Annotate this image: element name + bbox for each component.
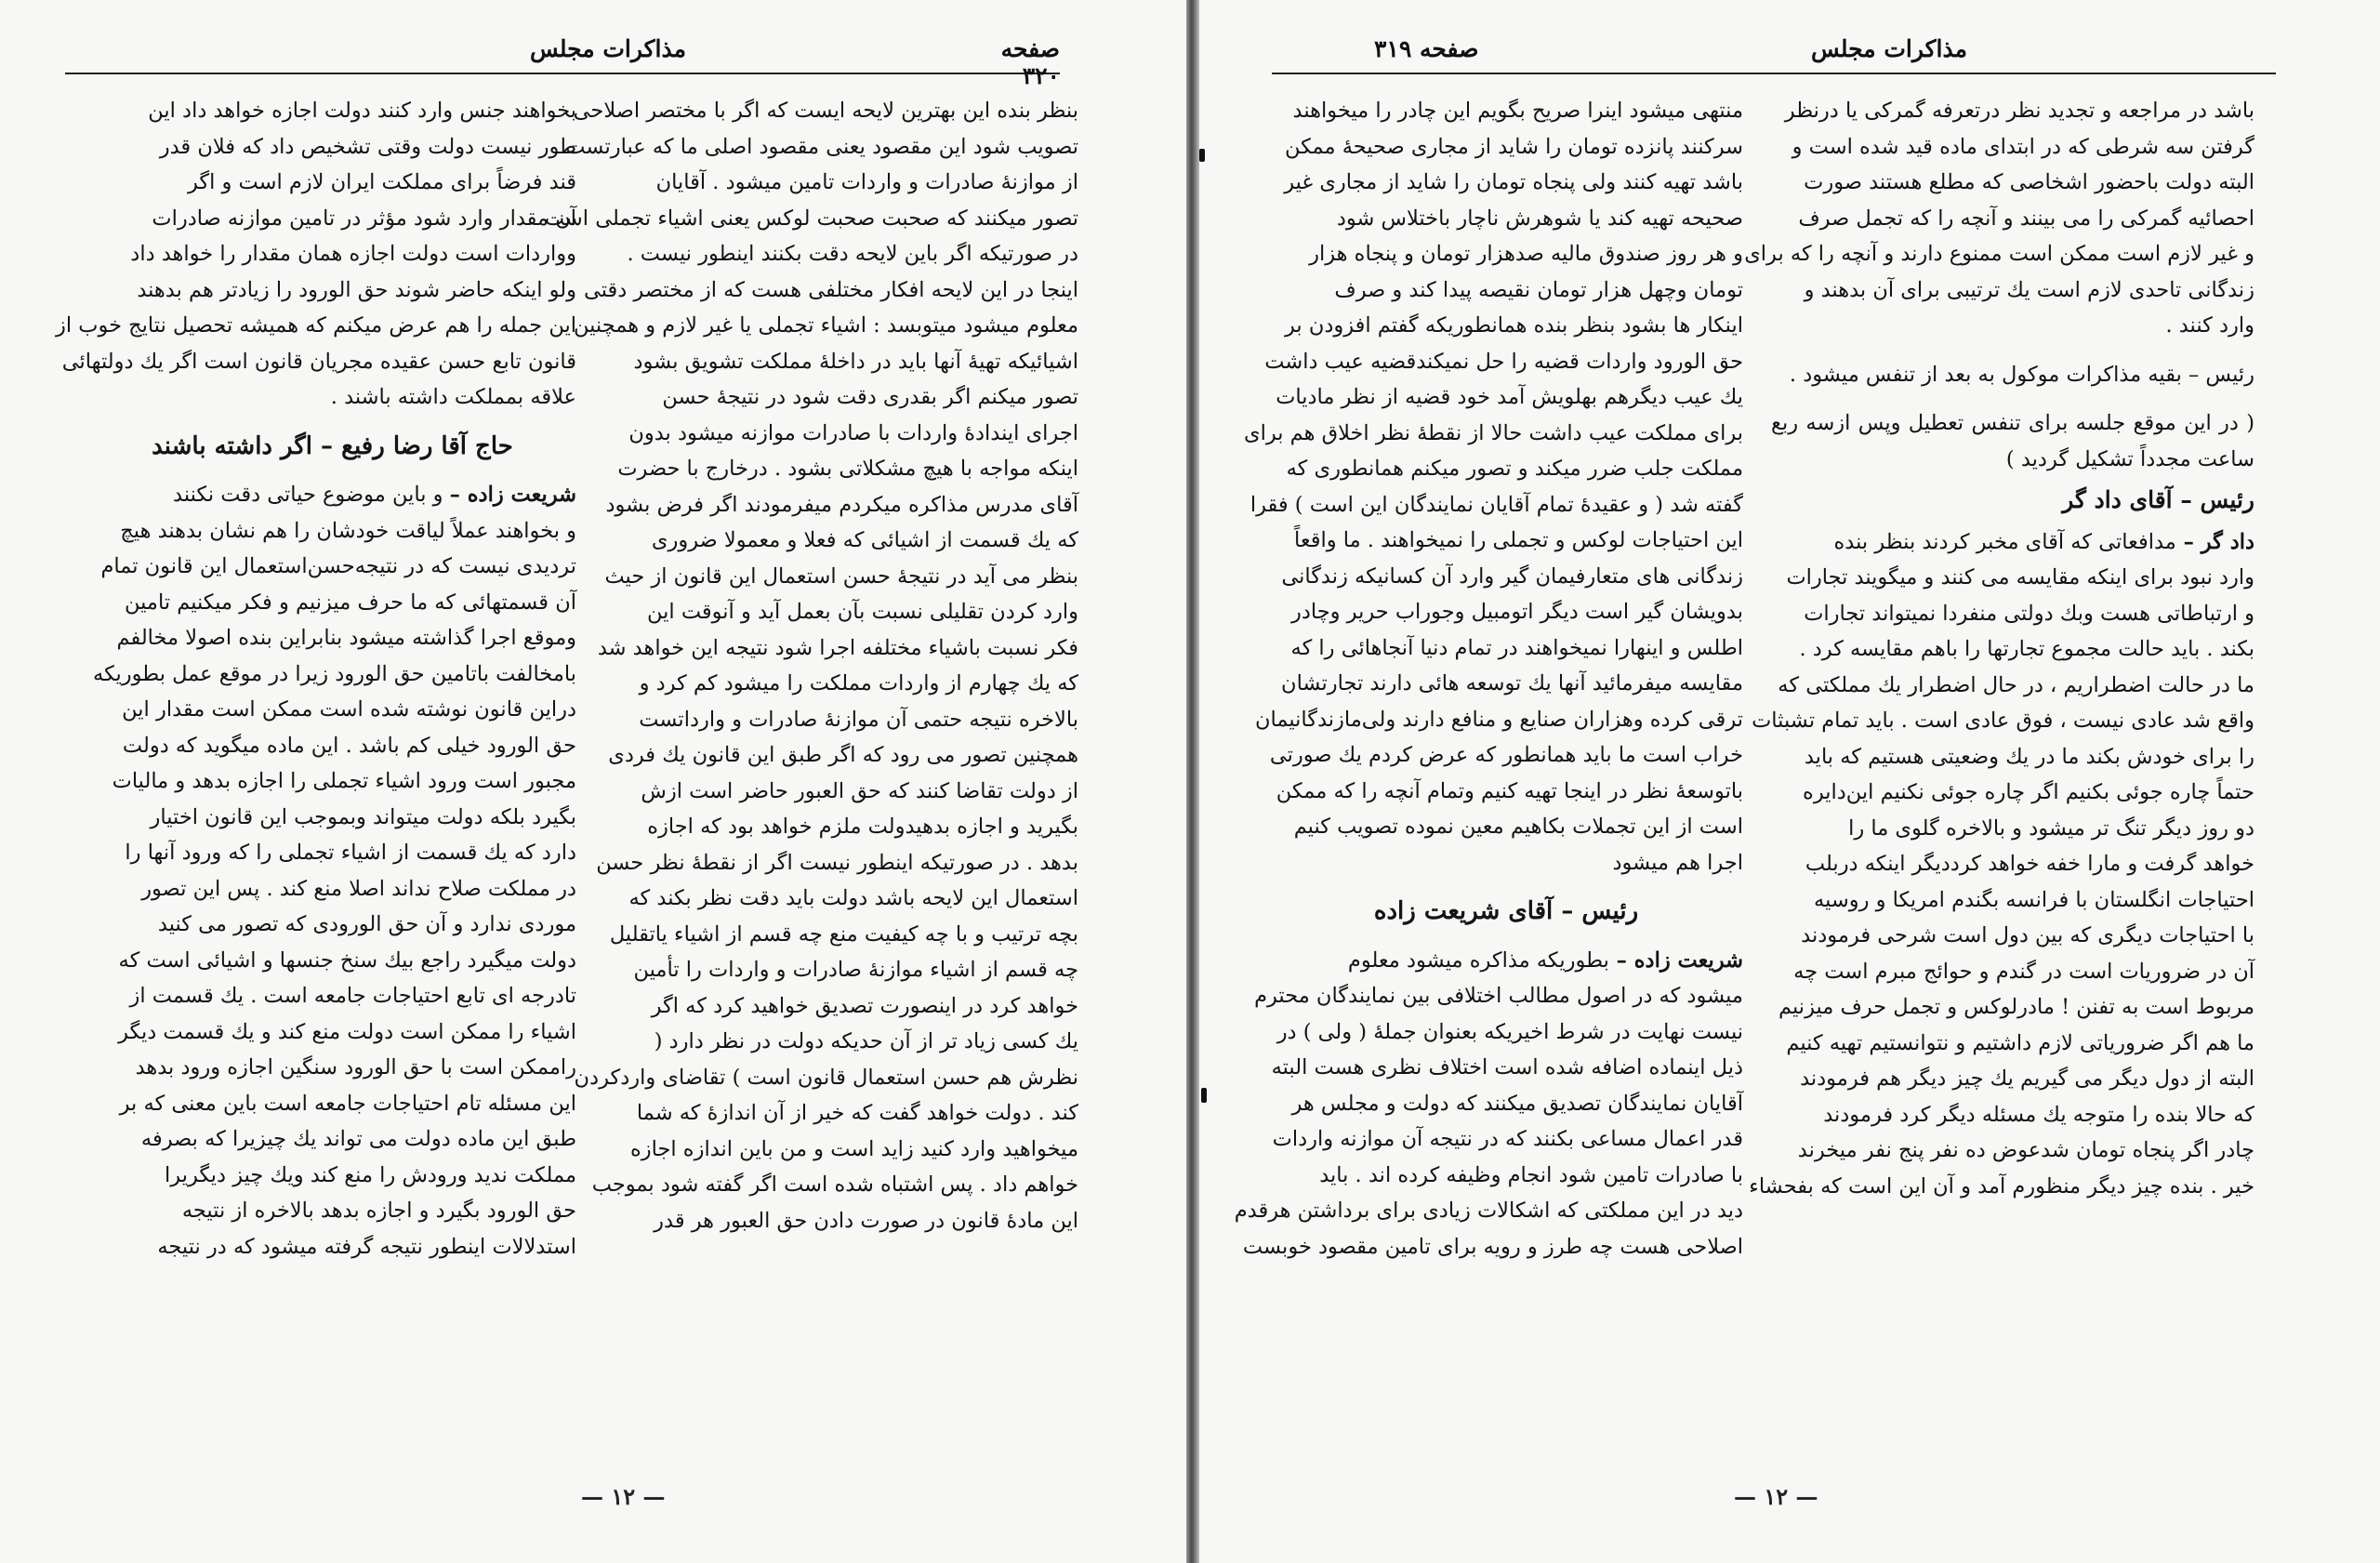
text-line: طور نیست دولت وقتی تشخیص داد که فلان قدر [159,134,576,159]
text-line: حتماً چاره جوئی بکنیم اگر چاره جوئی نکنیم این‌دایره [1803,780,2254,804]
text-line: در صورتیکه اگر باین لایحه دقت بکنند اینطور نیست . [627,242,1078,266]
left-column-top-text [56,93,576,416]
text-line: البته دولت باحضور اشخاصی که مطلع هستند صورت [1804,170,2254,194]
chair-recess: رئیس – بقیه مذاکرات موکول به بعد از تنفس میشود . [1789,362,2254,387]
text-line: مملکت ندید ورودش را منع کند ویك چیز دیگریرا [165,1162,576,1187]
text-line: بنظر می آید در نتیجهٔ حسن استعمال این قانون از حیث [604,563,1078,589]
text-line: راممکن است با حق الورود سنگین اجازه ورود بدهد [135,1055,576,1080]
text-line: بدویشان گیر است دیگر اتومبیل وجوراب حریر وچادر [1291,600,1743,624]
left-page-left-column [56,93,576,1488]
left-page-footer: — ۱۲ — [581,1483,666,1510]
text-line: و بخواهند عملاً لیاقت خودشان را هم نشان بدهند هیچ [120,518,576,543]
chair-dadgar: رئیس – آقای داد گر [2062,486,2254,513]
text-line: بچه ترتیب و با چه کیفیت منع چه قسم از اشیاء یاتقلیل [609,921,1078,947]
line-text: بطوریکه مذاکره میشود معلوم [1347,947,1609,973]
text-line: زندگانی های متعارفیمان گیر وارد آن کسانیکه زندگانی [1281,563,1743,589]
text-line: تصور میکنند که صحبت صحبت لوکس یعنی اشیاء تجملی است [544,205,1078,231]
text-line: بکند . باید حالت مجموع تجارتها را باهم مقایسه کرد . [1799,637,2254,661]
text-line: که حالا بنده را متوجه یك مسئله دیگر کرد فرمودند [1823,1102,2254,1127]
text-line: میخواهید وارد کنید زاید است و من باین اندازه اجازه [629,1136,1078,1161]
text-line: اینکار ها بشود بنظر بنده همانطوریکه گفتم افزودن بر [1285,313,1743,338]
right-page-footer: — ۱۲ — [1734,1483,1818,1510]
text-line: منتهی میشود اینرا صریح بگویم این چادر را میخواهند [1292,99,1743,123]
text-line: گفته شد ( و عقیدهٔ تمام آقایان نمایندگان این است ) فقرا [1250,492,1743,517]
text-line: است از این تجملات بکاهیم معین نموده تصویب کنیم [1293,815,1743,839]
text-line: البته از دول دیگر می گیریم یك چیز دیگر هم فرمودند [1800,1066,2254,1091]
text-line: تصور میکنم اگر بقدری دقت شود در نتیجهٔ حسن [662,385,1078,409]
text-line: و غیر لازم است ممکن است ممنوع دارند و آنچه را که برای [1744,242,2254,266]
text-line: این جمله را هم عرض میکنم که همیشه تحصیل نتایج خوب از [56,313,576,338]
text-line: بالاخره نتیجه حتمی آن موازنهٔ صادرات و وارداتست [639,707,1078,732]
left-page-right-column [544,93,1078,1488]
left-page-title: مذاکرات مجلس [530,35,687,62]
left-column-bottom-text [1234,943,1743,1265]
text-line: چه قسم از اشیاء موازنهٔ صادرات و واردات را تأمین [633,958,1078,982]
speaker-shariatzadeh-intro [88,477,576,513]
text-line: خیر . بنده چیز دیگر منظورم آمد و آن این است که بفحشاء [1749,1173,2254,1199]
text-line: دارد که یك قسمت از اشیاء تجملی را که ورود آنها را [125,841,576,865]
text-line: خواهم داد . پس اشتباه شده است اگر گفته شود بموجب [591,1172,1078,1197]
binding-mark [1199,149,1205,162]
left-page-number: صفحه ۳۲۰ [1000,35,1060,89]
text-line: از دولت تقاضا کنند که حق العبور حاضر است ازش [641,778,1078,803]
text-line: مقایسه میفرمائید آنها یك توسعه هائی دارند تجارتشان [1281,671,1743,695]
text-line: اینکه مواجه با هیچ مشکلاتی بشود . درخارج با حضرت [617,457,1078,481]
text-line: بنظر بنده این بهترین لایحه ایست که اگر با مختصر اصلاحی [573,99,1078,123]
text-line [1269,943,1743,979]
left-column-top-text [1243,93,1743,881]
chair-shariatzadeh: رئیس – آقای شریعت زاده [1373,897,1639,925]
speaker-intro-text: و باین موضوع حیاتی دقت نکنند [173,483,450,507]
text-line: باشد در مراجعه و تجدید نظر درتعرفه گمرکی یا درنظر [1784,99,2254,123]
text-line: اطلس و اینهارا نمیخواهند در تمام دنیا آنجاهائی را که [1290,635,1743,660]
right-column-top-text [1744,93,2254,344]
text-line: اینجا در این لایحه افکار مختلفی هست که از مختصر دقتی [583,277,1078,302]
left-page [0,0,1186,1563]
text-line: آقای مدرس مذاکره میکردم میفرمودند اگر فرض بشود [605,492,1078,517]
text-line: تردیدی نیست که در نتیجه‌حسن‌استعمال این قانون تمام [100,554,576,578]
text-line: واقع شد عادی نیست ، فوق عادی است . باید تمام تشبثات [1752,709,2254,733]
text-line: فکر نسبت باشیاء مختلفه اجرا شود نتیجه این خواهد شد [597,635,1078,660]
text-line: آن در ضروریات است در گندم و حوائج مبرم است چه [1793,959,2254,984]
left-column-bottom-text [88,513,576,1265]
text-line: احتیاجات انگلستان با فرانسه بگندم امریکا و روسیه [1814,887,2254,912]
right-page-header [1272,30,2276,74]
right-column-bottom-text [1749,524,2254,1205]
text-line: مربوط است به تفنن ! مادرلوکس و تجمل حرف میزنیم [1778,995,2254,1019]
right-page-left-column [1234,93,1743,1488]
text-line [1771,524,2254,561]
speaker-label: شریعت زاده – [449,483,576,507]
right-page [1199,0,2380,1563]
text-line: استعمال این لایحه باشد دولت باید دقت نظر بکند که [628,886,1078,910]
speaker-label: داد گر – [2175,529,2254,554]
speaker-label: شریعت زاده – [1608,947,1743,973]
text-line: خواهد گرفت و مارا خفه خواهد کرد‌دیگر اینکه دربلب [1805,852,2254,876]
text-line: تادرجه ای تابع احتیاجات جامعه است . یك قسمت از [129,984,576,1008]
text-line: مملکت جلب ضرر میکند و تصور میکنم همانطوری که [1286,457,1743,481]
text-line: بگیرید و اجازه بدهیدولت ملزم خواهد بود که اجازه [647,815,1078,839]
right-page-right-column [1744,93,2254,1488]
text-line: دو روز دیگر تنگ تر میشود و بالاخره گلوی ما را [1848,815,2254,841]
right-page-title: مذاکرات مجلس [1811,35,1968,62]
text-line: وموقع اجرا گذاشته میشود بنابراین بنده اصولا مخالفم [116,626,576,650]
text-line: ولو اینکه حاضر شوند حق الورود را زیادتر هم بدهند [137,277,576,302]
text-line: نیست نهایت در شرط اخیریکه بعنوان جملهٔ ( ولی ) در [1276,1019,1743,1044]
text-line: تومان وچهل هزار تومان نقیصه پیدا کند و صرف [1334,277,1743,302]
text-line: کند . دولت خواهد گفت که خیر از آن اندازهٔ که شما [636,1101,1078,1125]
text-line: اشیائیکه تهیهٔ آنها باید در داخلهٔ مملکت تشویق بشود [633,349,1078,374]
line-text: مدافعاتی که آقای مخبر کردند بنظر بنده [1833,529,2176,554]
text-line: همچنین تصور می رود که اگر طبق این قانون یك فردی [608,743,1078,767]
text-line: سرکنند پانزده تومان را شاید از مجاری صحیحهٔ ممکن [1284,134,1743,159]
text-line: گرفتن سه شرطی که در ابتدای ماده قید شده است و [1792,134,2254,159]
text-line: میشود که در اصول مطالب اختلافی بین نمایندگان محترم [1254,984,1743,1008]
text-line: طبق این ماده دولت می تواند یك چیزیرا که بصرفه [140,1127,576,1151]
text-line: یك عیب دیگرهم بهلویش آمد خود قضیه از نظر مادیات [1276,385,1743,409]
text-line: بدهد . در صورتیکه اینطور نیست اگر از نقطهٔ نظر حسن [596,850,1078,875]
text-line: بگیرد بلکه دولت میتواند وبموجب این قانون اختیار [150,804,576,829]
text-line: اجرای ایندادهٔ واردات با صادرات موازنه میشود بدون [628,420,1078,445]
text-line: با احتیاجات دیگری که بین دول است شرحی فرمودند [1801,923,2254,947]
text-line: خراب است ما باید همانطور که عرض کردم یك صورتی [1269,743,1743,767]
text-line: باتوسعهٔ نظر در اینجا تهیه کنیم وتمام آنچه را که ممکن [1276,778,1743,803]
text-line: آن قسمتهائی که ما حرف میزنیم و فکر میکنیم تامین [125,589,576,615]
text-line: این مسئله تام احتیاجات جامعه است باین معنی که بر [119,1091,576,1116]
text-line: یك کسی زیاد تر از آن حدیکه دولت در نظر دارد ( [654,1029,1078,1053]
text-line: این مادهٔ قانون در صورت دادن حق العبور هر قدر [654,1208,1078,1233]
text-line: بامخالفت باتامین حق الورود زیرا در موقع عمل بطوریکه [93,661,576,686]
recess-note: ( در این موقع جلسه برای تنفس تعطیل وپس ازسه ربع ساعت مجدداً تشکیل گردید ) [1771,411,2254,471]
text-line: قانون تابع حسن عقیده مجریان قانون است اگر یك دولتهائی [61,349,576,374]
text-line: دراین قانون نوشته شده است ممکن است مقدار این [122,697,576,722]
text-line: خواهد کرد در اینصورت تصدیق خواهید کرد که اگر [651,993,1078,1018]
text-line: وارد کنند . [2165,313,2254,338]
text-line: از موازنهٔ صادرات و واردات تامین میشود . آقایان [655,170,1078,194]
text-line: وواردات است دولت اجازه همان مقدار را خواهد داد [130,242,576,266]
text-line: حق الورود واردات قضیه را حل نمیکند‌قضیه عیب داشت [1264,349,1743,374]
text-line: که یك قسمت از اشیائی که فعلا و معمولا ضروری [651,528,1078,552]
text-line: استدلالات اینطور نتیجه گرفته میشود که در نتیجه [157,1234,576,1259]
text-line: با صادرات تامین شود انجام وظیفه کرده اند . باید [1319,1162,1743,1187]
book-gutter [1186,0,1199,1563]
text-line: ذیل اینماده اضافه شده است اختلاف نظری هست البته [1271,1055,1743,1080]
text-line: که یك چهارم از واردات مملکت را میشود کم کرد و [639,671,1078,695]
text-line: این احتیاجات لوکس و تجملی را نمیخواهند . ما واقعاً [1294,528,1743,552]
text-line: و ارتباطاتی هست وبك دولتی منفردا نمیتواند تجارات [1804,601,2254,626]
text-line: و هر روز صندوق مالیه صدهزار تومان و پنجاه هزار [1309,242,1743,266]
text-line: تصویب شود این مقصود یعنی مقصود اصلی ما که عبارتست [565,134,1078,159]
speaker-rafi: حاج آقا رضا رفیع – اگر داشته باشند [152,431,513,460]
text-line: چادر اگر پنجاه تومان شدعوض ده نفر پنج نفر میخرند [1797,1138,2254,1162]
text-line: علاقه بمملکت داشته باشند . [330,385,576,409]
text-line: قند فرضاً برای مملکت ایران لازم است و اگر [187,170,576,194]
text-line: اشیاء را ممکن است دولت منع کند و یك قسمت دیگر [118,1019,576,1044]
text-line: دید در این مملکتی که اشکالات زیادی برای برداشتن هرقدم [1234,1199,1743,1223]
text-line: ما در حالت اضطراریم ، در حال اضطرار یك مملکتی که [1778,672,2254,697]
text-line: اجرا هم میشود [1612,850,1743,875]
text-line: وارد نبود برای اینکه مقایسه می کنند و میگویند تجارات [1786,565,2254,589]
binding-mark [1201,1088,1207,1103]
text-line: موردی ندارد و آن حق الورودی که تصور می کنید [157,912,576,936]
text-line: اصلاحی هست چه طرز و رویه برای تامین مقصود خوبست [1242,1234,1743,1259]
text-line: صحیحه تهیه کند یا شوهرش ناچار باختلاس شود [1336,205,1743,231]
text-line: آقایان نمایندگان تصدیق میکنند که دولت و مجلس هر [1291,1091,1743,1116]
text-line: ترقی کرده وهزاران صنایع و منافع دارند ولی‌ما‌زندگانیمان [1254,707,1743,732]
text-line: وارد کردن تقلیلی نسبت بآن بعمل آید و آنوقت این [647,600,1078,624]
right-page-number: صفحه ۳۱۹ [1374,35,1479,62]
text-line: بخواهند جنس وارد کنند دولت اجازه خواهد داد این [148,99,576,123]
text-line: احصائیه گمرکی را می بینند و آنچه را که تجمل صرف [1798,205,2254,231]
text-line: دولت میگیرد راجع بیك سنخ جنسها و اشیائی است که [118,947,576,973]
text-line: باشد تهیه کنند ولی پنجاه تومان را شاید از مجاری غیر [1284,170,1743,194]
text-line: حق الورود بگیرد و اجازه بدهد بالاخره از نتیجه [181,1199,576,1223]
text-line: آن مقدار وارد شود مؤثر در تامین موازنه صادرات [152,205,576,231]
text-line: نظرش هم حسن استعمال قانون است ) تقاضای واردکردن [574,1065,1078,1090]
text-line: قدر اعمال مساعی بکنند که در نتیجه آن موازنه واردات [1272,1127,1743,1151]
text-line: برای مملکت عیب داشت حالا از نقطهٔ نظر اخلاق هم برای [1243,420,1743,445]
left-page-header [65,30,1060,89]
text-line: مجبور است ورود اشیاء تجملی را اجازه بدهد و مالیات [112,769,576,793]
text-line: حق الورود خیلی کم باشد . این ماده میگوید که دولت [122,733,576,758]
text-line: معلوم میشود میتوبسد : اشیاء تجملی یا غیر لازم و همچنین [574,313,1078,338]
text-line: در مملکت صلاح نداند اصلا منع کند . پس این تصور [141,876,576,901]
text-line: ما هم اگر ضروریاتی لازم داشتیم و نتوانستیم تهیه کنیم [1786,1030,2254,1055]
text-line: زندگانی تاحدی لازم است یك ترتیبی برای آن بدهند و [1804,277,2254,302]
text-line: را برای خودش بکند ما در یك وضعیتی هستیم که باید [1804,744,2254,769]
